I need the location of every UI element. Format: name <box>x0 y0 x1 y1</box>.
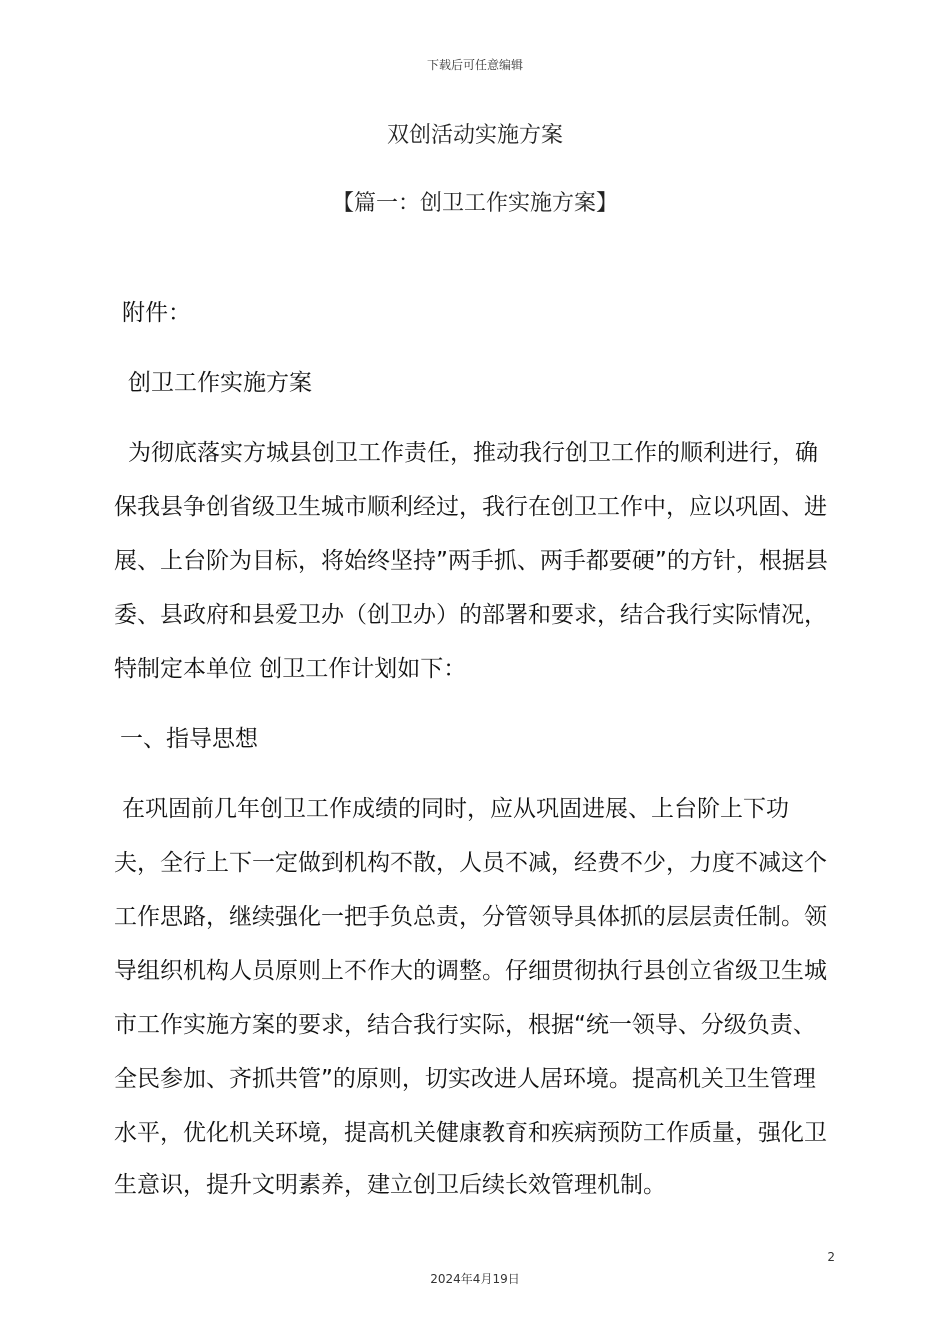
section-title: 【篇一：创卫工作实施方案】 <box>331 191 618 216</box>
body-line: 夫，全行上下一定做到机构不散，人员不减，经费不少，力度不减这个 <box>114 850 827 876</box>
body-line: 工作思路，继续强化一把手负总责，分管领导具体抓的层层责任制。领 <box>114 904 827 930</box>
intro-line: 特制定本单位 创卫工作计划如下： <box>114 656 467 682</box>
header-note: 下载后可任意编辑 <box>426 58 523 72</box>
intro-line: 展、上台阶为目标，将始终坚持”两手抓、两手都要硬”的方针，根据县 <box>114 548 828 574</box>
body-line: 水平，优化机关环境，提高机关健康教育和疾病预防工作质量，强化卫 <box>114 1120 827 1146</box>
body-line: 全民参加、齐抓共管”的原则，切实改进人居环境。提高机关卫生管理 <box>114 1066 816 1092</box>
intro-line: 保我县争创省级卫生城市顺利经过，我行在创卫工作中，应以巩固、进 <box>114 494 827 520</box>
body-line: 导组织机构人员原则上不作大的调整。仔细贯彻执行县创立省级卫生城 <box>114 958 827 984</box>
intro-line: 为彻底落实方城县创卫工作责任，推动我行创卫工作的顺利进行，确 <box>128 440 818 466</box>
document-title: 双创活动实施方案 <box>386 123 563 148</box>
attachment-label: 附件： <box>122 300 191 326</box>
page-number: 2 <box>827 1250 835 1264</box>
heading-guiding-ideology: 一、指导思想 <box>120 726 258 752</box>
body-line: 生意识，提升文明素养，建立创卫后续长效管理机制。 <box>114 1172 666 1198</box>
footer-date: 2024年4月19日 <box>430 1272 520 1286</box>
plan-title: 创卫工作实施方案 <box>128 370 312 396</box>
body-line: 市工作实施方案的要求，结合我行实际，根据“统一领导、分级负责、 <box>114 1012 816 1038</box>
body-line: 在巩固前几年创卫工作成绩的同时，应从巩固进展、上台阶上下功 <box>122 796 789 822</box>
intro-line: 委、县政府和县爱卫办（创卫办）的部署和要求，结合我行实际情况， <box>114 602 827 628</box>
